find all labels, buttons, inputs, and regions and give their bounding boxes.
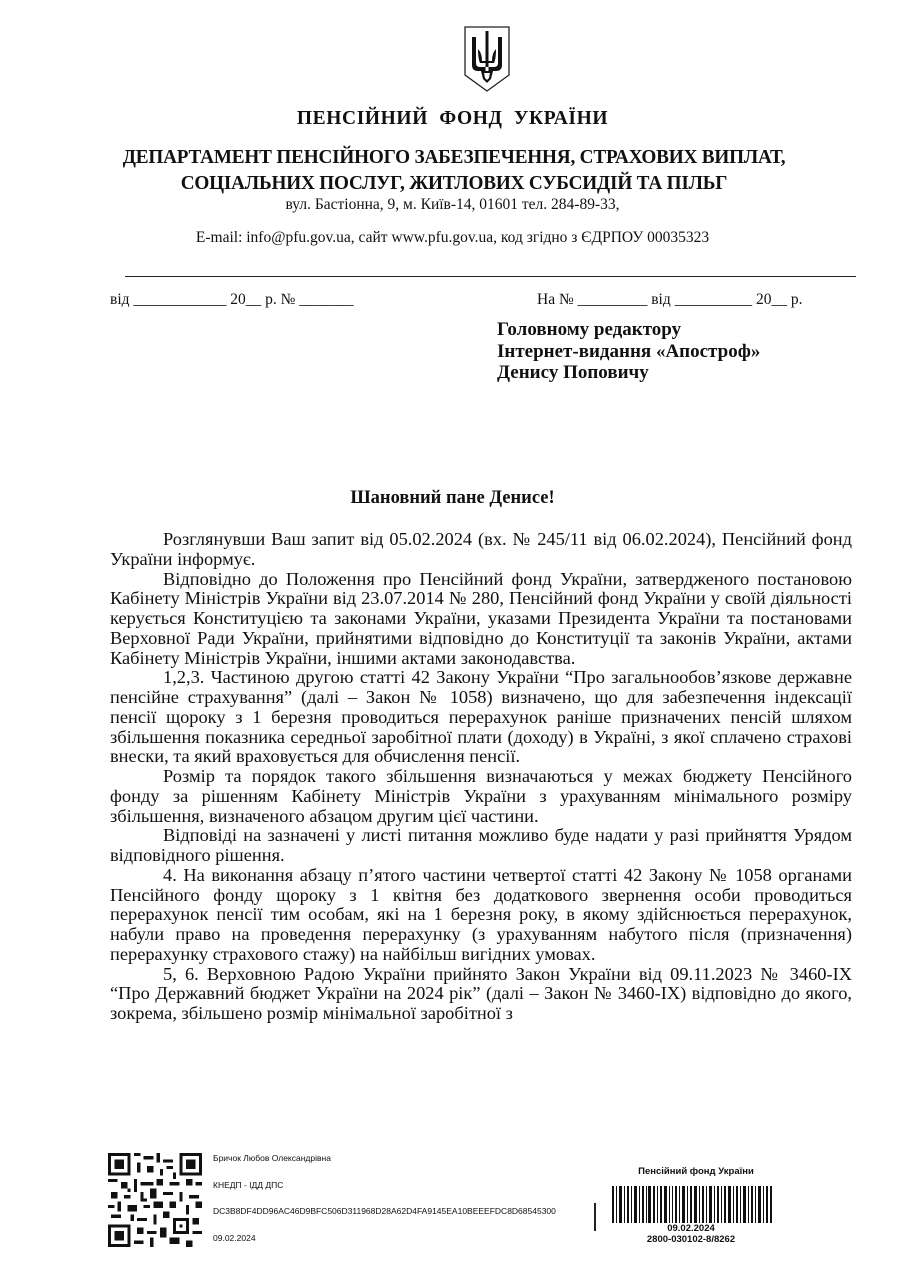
stamp-organization: Пенсійний фонд України bbox=[638, 1166, 754, 1177]
stamp-date: 09.02.2024 bbox=[667, 1223, 715, 1234]
paragraph: 1,2,3. Частиною другою статті 42 Закону України “Про загальнообов’язкове державне пенсійне страхування” (далі – Закон № 1058) визначено, що для забезпечення індексації пенсії щороку з 1 березня проводиться перерахунок раніше призначених пенсій шляхом збільшення показника середньої заробітної плати (доходу) в Україні, з якої сплачено страхові внески, та який враховується для обчислення пенсії. bbox=[110, 667, 852, 767]
paragraph: Відповідно до Положення про Пенсійний фонд України, затвердженого постановою Кабінету Міністрів України від 23.07.2014 № 280, Пенсійний фонд України у своїй діяльності керується Конституцією та законами України, указами Президента України та постановами Верховної Ради України, прийнятими відповідно до Конституції та законів України, актами Кабінету Міністрів України, іншими актами законодавства. bbox=[110, 568, 852, 668]
signature-footer bbox=[0, 1150, 905, 1260]
paragraph: Розмір та порядок такого збільшення визначаються у межах бюджету Пенсійного фонду за рішенням Кабінету Міністрів України з урахуванням мінімального розміру збільшення, визначеного абзацом другим цієї частини. bbox=[110, 766, 852, 826]
header-divider bbox=[125, 276, 856, 277]
qr-code-icon bbox=[108, 1153, 202, 1247]
signer-name: Бричок Любов Олександрівна bbox=[213, 1153, 331, 1163]
stamp-number: 2800-030102-8/8262 bbox=[646, 1234, 736, 1245]
letter-body bbox=[110, 530, 852, 1024]
contact-info: E-mail: info@pfu.gov.ua, сайт www.pfu.gov.ua, код згідно з ЄДРПОУ 00035323 bbox=[195, 229, 710, 246]
signature-date: 09.02.2024 bbox=[213, 1232, 256, 1243]
organization-name: ПЕНСІЙНИЙ ФОНД УКРАЇНИ bbox=[296, 108, 609, 129]
tryzub-coat-of-arms-icon bbox=[462, 25, 512, 93]
signature-details bbox=[213, 1150, 556, 1256]
addressee-block bbox=[497, 319, 760, 384]
addressee-organization: Інтернет-видання «Апостроф» bbox=[497, 340, 761, 362]
registration-stamp bbox=[596, 1150, 786, 1245]
salutation: Шановний пане Денисе! bbox=[350, 488, 555, 508]
paragraph: Розглянувши Ваш запит від 05.02.2024 (вх. № 245/11 від 06.02.2024), Пенсійний фонд України інформує. bbox=[110, 529, 852, 569]
department-line-1: ДЕПАРТАМЕНТ ПЕНСІЙНОГО ЗАБЕЗПЕЧЕННЯ, СТРАХОВИХ ВИПЛАТ, bbox=[122, 146, 786, 168]
postal-address: вул. Бастіонна, 9, м. Київ-14, 01601 тел. 284-89-33, bbox=[285, 196, 620, 213]
paragraph: Відповіді на зазначені у листі питання можливо буде надати у разі прийняття Урядом відповідного рішення. bbox=[110, 825, 852, 865]
addressee-position: Головному редактору bbox=[497, 319, 682, 340]
paragraph: 4. На виконання абзацу п’ятого частини четвертої статті 42 Закону № 1058 органами Пенсійного фонду щороку з 1 квітня без додаткового звернення особи проводиться перерахунок пенсії тим особам, які на 1 березня року, в якому здійснюється перерахунок, набули право на проведення перерахунку (з урахуванням набутого після (призначення) перерахунку страхового стажу) на найбільш вигідних умовах. bbox=[110, 864, 852, 964]
barcode-icon bbox=[612, 1186, 772, 1223]
signature-hash: DC3B8DF4DD96AC46D9BFC506D311968D28A62D4FA9145EA10BEEEFDC8D68545300 bbox=[213, 1206, 556, 1216]
paragraph: 5, 6. Верховною Радою України прийнято Закон України від 09.11.2023 № 3460-ІХ “Про Державний бюджет України на 2024 рік” (далі – Закон № 3460-ІХ) відповідно до якого, зокрема, збільшено розмір мінімальної заробітної з bbox=[110, 963, 852, 1023]
addressee-name: Денису Поповичу bbox=[497, 362, 649, 383]
department-name bbox=[20, 144, 889, 196]
incoming-registration: На № _________ від __________ 20__ р. bbox=[537, 291, 803, 308]
outgoing-registration: від ____________ 20__ р. № _______ bbox=[110, 291, 354, 308]
department-line-2: СОЦІАЛЬНИХ ПОСЛУГ, ЖИТЛОВИХ СУБСИДІЙ ТА ПІЛЬГ bbox=[180, 172, 728, 194]
certificate-authority: КНЕДП - ІДД ДПС bbox=[213, 1179, 284, 1190]
